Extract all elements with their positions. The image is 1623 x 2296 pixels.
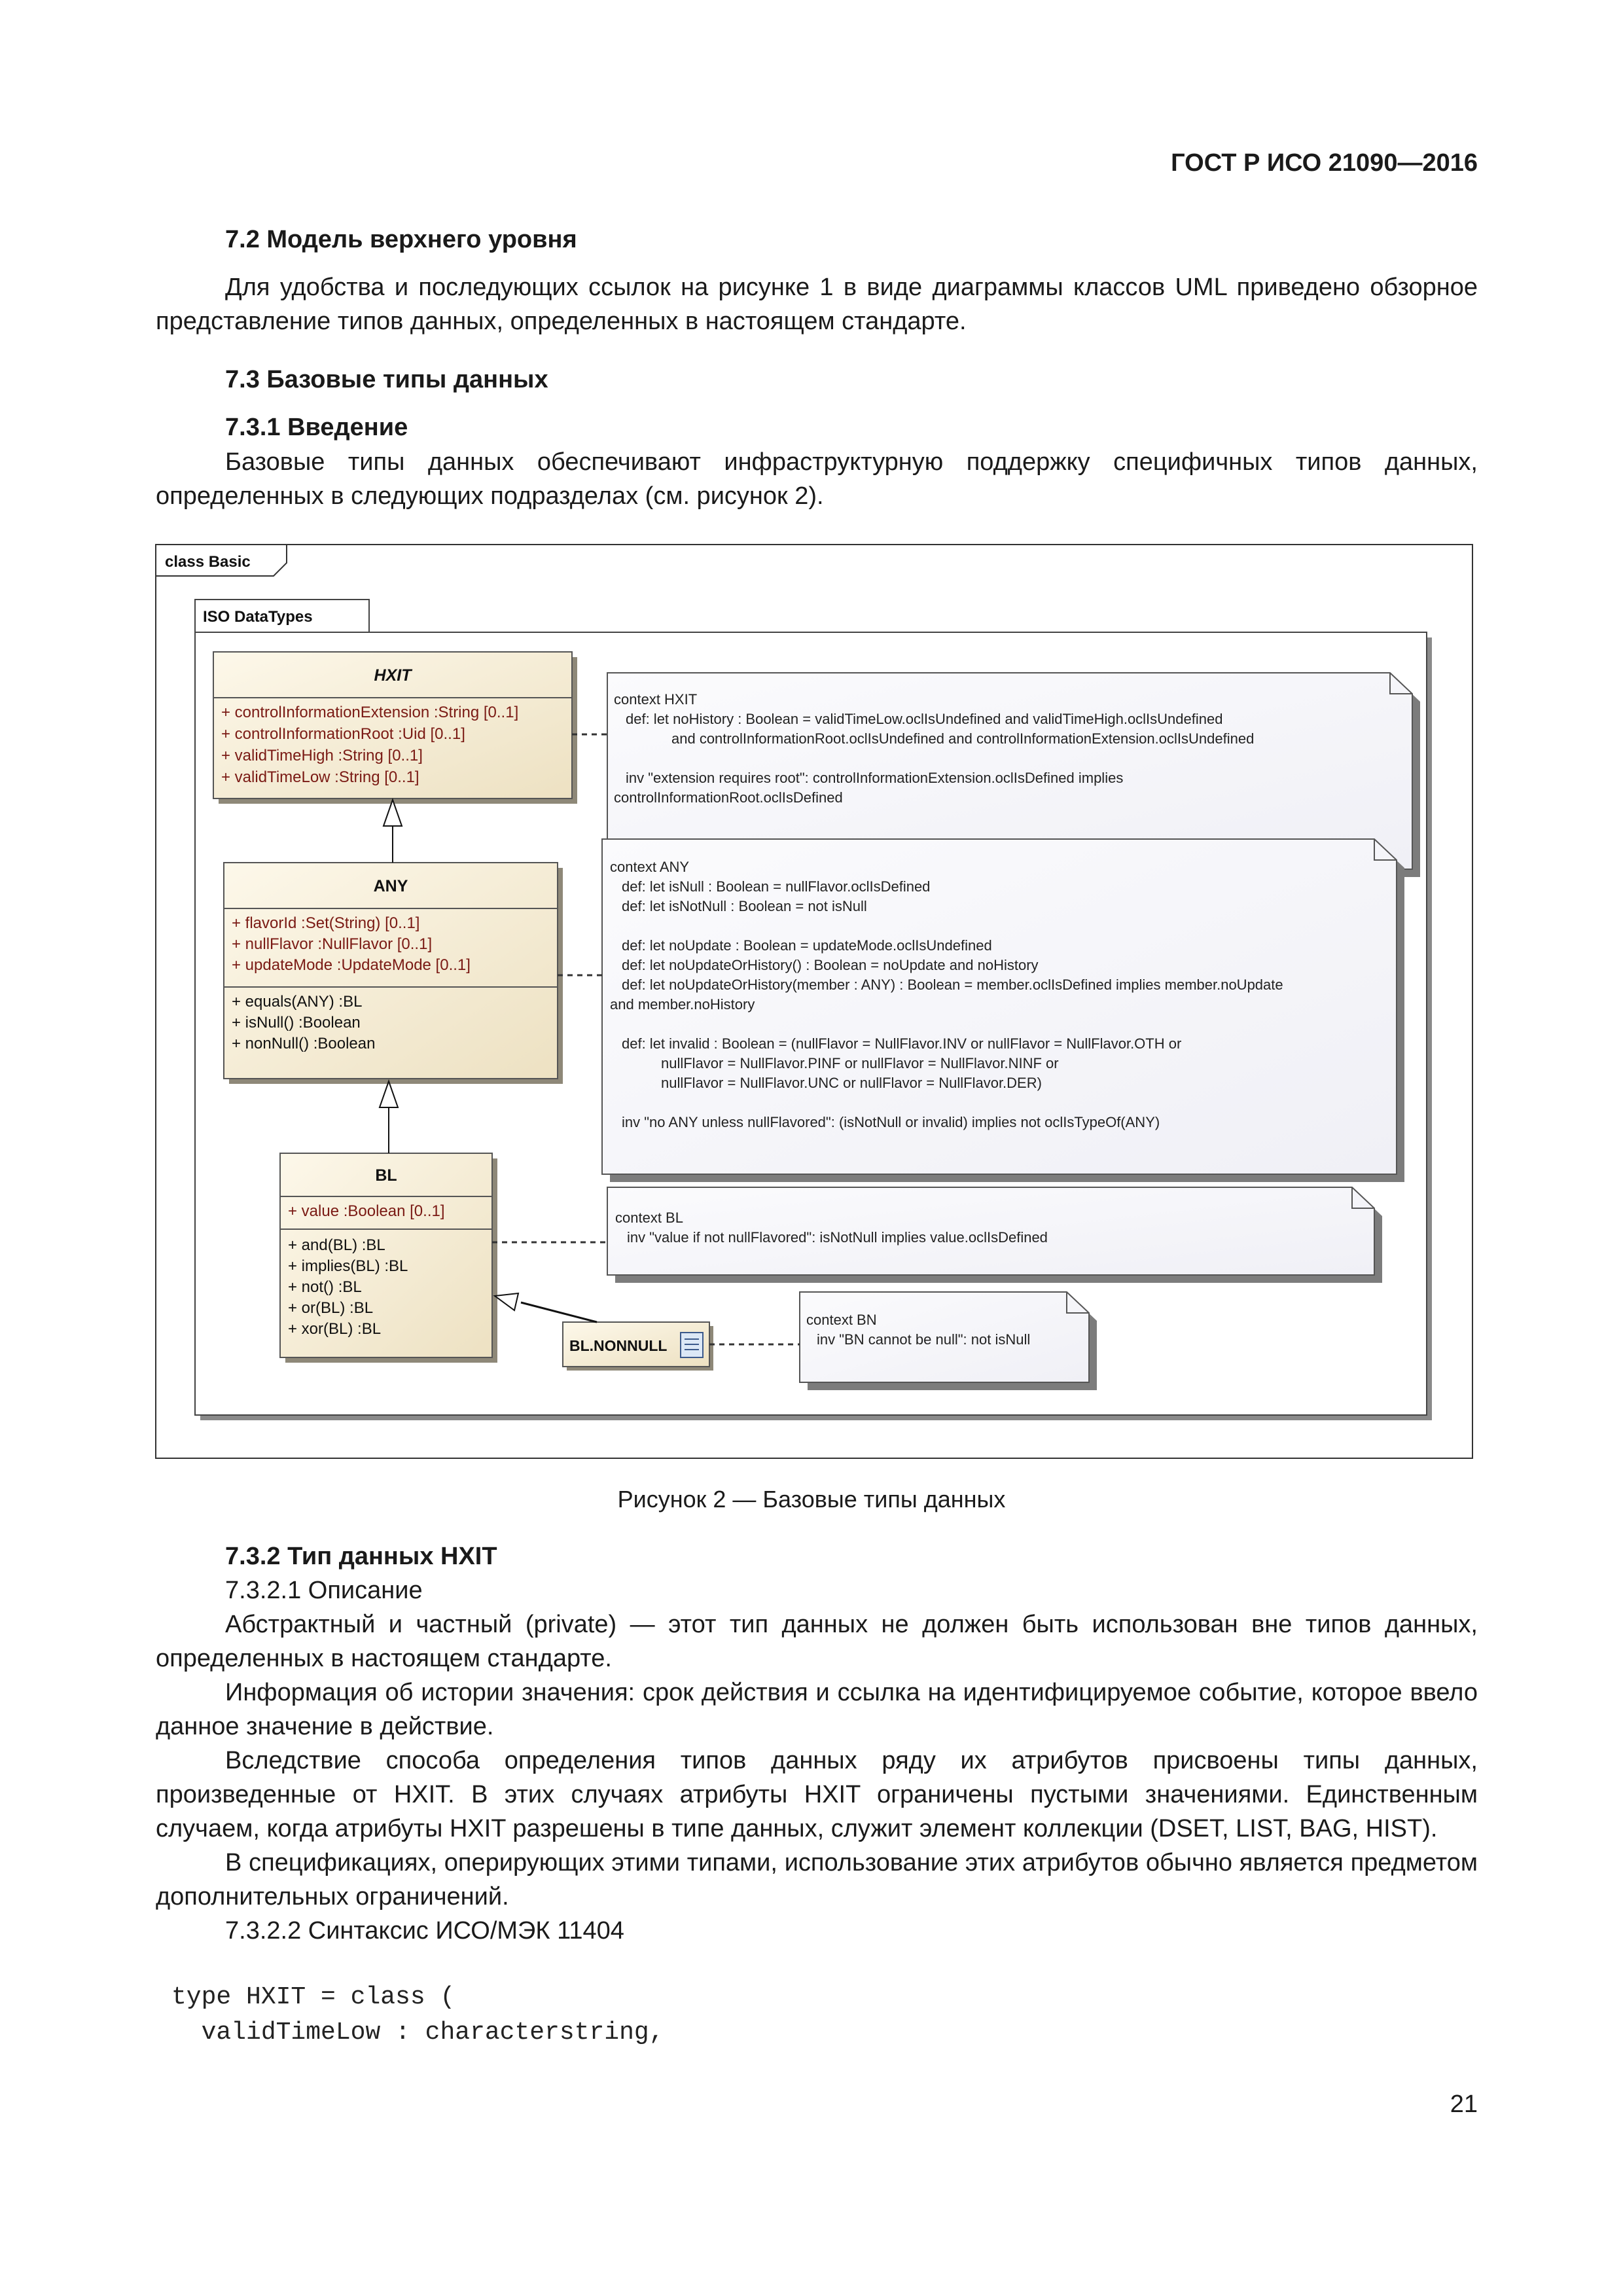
document-id: ГОСТ Р ИСО 21090—2016 — [1171, 149, 1478, 177]
note-bn-line: inv "BN cannot be null": not isNull — [817, 1331, 1031, 1348]
document-icon — [681, 1333, 703, 1357]
note-any-line: context ANY — [610, 859, 690, 875]
class-bl-nonnull[interactable] — [563, 1322, 713, 1371]
hxit-attribute: + validTimeHigh :String [0..1] — [221, 747, 423, 764]
note-any-line: nullFlavor = NullFlavor.PINF or nullFlavor = NullFlavor.NINF or — [661, 1055, 1059, 1071]
package-label: ISO DataTypes — [203, 608, 313, 626]
note-any[interactable] — [602, 839, 1404, 1182]
class-any[interactable] — [224, 863, 563, 1084]
class-bl[interactable] — [280, 1153, 497, 1363]
hxit-attribute: + validTimeLow :String [0..1] — [221, 768, 419, 786]
note-bn[interactable] — [800, 1292, 1097, 1390]
any-operation: + nonNull() :Boolean — [232, 1035, 376, 1052]
hxit-attribute: + controlInformationExtension :String [0..1] — [221, 704, 519, 721]
bl-attribute: + value :Boolean [0..1] — [288, 1202, 445, 1220]
hxit-attribute: + controlInformationRoot :Uid [0..1] — [221, 725, 465, 743]
section-7-2-title: 7.2 Модель верхнего уровня — [225, 226, 577, 253]
any-operation: + isNull() :Boolean — [232, 1014, 361, 1031]
note-any-line: nullFlavor = NullFlavor.UNC or nullFlavor = NullFlavor.DER) — [661, 1075, 1042, 1091]
section-7-3-2-title: 7.3.2 Тип данных HXIT — [225, 1543, 497, 1570]
class-hxit[interactable] — [213, 652, 577, 804]
note-hxit-line: inv "extension requires root": controlInformationExtension.oclIsDefined implies — [626, 770, 1124, 786]
any-operation: + equals(ANY) :BL — [232, 993, 363, 1011]
note-hxit-line: and controlInformationRoot.oclIsUndefined and controlInformationExtension.oclIsUndefined — [671, 730, 1255, 747]
paragraph-history: Информация об истории значения: срок действия и ссылка на идентифицируемое событие, которое ввело данное значение в действие. — [156, 1679, 1478, 1740]
class-bl-name: BL — [375, 1166, 397, 1185]
bl-operation: + xor(BL) :BL — [288, 1320, 382, 1338]
any-attribute: + nullFlavor :NullFlavor [0..1] — [232, 935, 433, 953]
note-any-line: def: let noUpdateOrHistory(member : ANY) : Boolean = member.oclIsDefined implies member.noUpdate — [622, 977, 1283, 993]
note-hxit-line: context HXIT — [614, 691, 698, 708]
section-7-3-title: 7.3 Базовые типы данных — [225, 366, 548, 393]
section-7-2-paragraph: Для удобства и последующих ссылок на рисунке 1 в виде диаграммы классов UML приведено обзорное представление типов данных, определенных в настоящем стандарте. — [156, 274, 1478, 335]
bl-operation: + not() :BL — [288, 1278, 362, 1296]
paragraph-specs: В спецификациях, оперирующих этими типами, использование этих атрибутов обычно является предметом дополнительных ограничений. — [156, 1849, 1478, 1910]
section-7-3-2-2-title: 7.3.2.2 Синтаксис ИСО/МЭК 11404 — [225, 1917, 624, 1945]
note-any-line: def: let isNull : Boolean = nullFlavor.oclIsDefined — [622, 878, 931, 895]
class-any-name: ANY — [373, 877, 408, 895]
bl-operation: + implies(BL) :BL — [288, 1257, 408, 1275]
bl-operation: + or(BL) :BL — [288, 1299, 374, 1317]
note-any-line: def: let isNotNull : Boolean = not isNull — [622, 898, 867, 914]
page-number: 21 — [1450, 2090, 1478, 2118]
any-attribute: + updateMode :UpdateMode [0..1] — [232, 956, 471, 974]
note-any-line: def: let noUpdateOrHistory() : Boolean = noUpdate and noHistory — [622, 957, 1039, 973]
note-any-line: def: let invalid : Boolean = (nullFlavor = NullFlavor.INV or nullFlavor = NullFlavor.OTH or — [622, 1035, 1182, 1052]
code-line: validTimeLow : characterstring, — [171, 2018, 664, 2047]
paragraph-derived: Вследствие способа определения типов данных ряду их атрибутов присвоены типы данных, произведенные от HXIT. В этих случаях атрибуты HXIT ограничены пустыми значениями. Единственным случаем, когда атрибуты HXIT разрешены в типе данных, служит элемент коллекции (DSET, LIST, BAG, HIST). — [156, 1747, 1478, 1842]
note-any-line: def: let noUpdate : Boolean = updateMode.oclIsUndefined — [622, 937, 992, 954]
section-7-3-1-paragraph: Базовые типы данных обеспечивают инфраструктурную поддержку специфичных типов данных, определенных в следующих подразделах (см. рисунок 2). — [156, 448, 1478, 510]
bl-operation: + and(BL) :BL — [288, 1236, 385, 1254]
note-bl[interactable] — [607, 1187, 1382, 1283]
note-bn-line: context BN — [806, 1312, 877, 1328]
figure-caption: Рисунок 2 — Базовые типы данных — [617, 1486, 1006, 1513]
note-hxit-line: controlInformationRoot.oclIsDefined — [614, 789, 843, 806]
section-7-3-2-1-title: 7.3.2.1 Описание — [225, 1577, 423, 1604]
note-any-line: inv "no ANY unless nullFlavored": (isNotNull or invalid) implies not oclIsTypeOf(ANY) — [622, 1114, 1160, 1130]
paragraph-abstract: Абстрактный и частный (private) — этот тип данных не должен быть использован вне типов данных, определенных в настоящем стандарте. — [156, 1611, 1478, 1672]
note-bl-line: context BL — [615, 1210, 683, 1226]
frame-label: class Basic — [165, 553, 251, 571]
note-hxit-line: def: let noHistory : Boolean = validTimeLow.oclIsUndefined and validTimeHigh.oclIsUndefined — [626, 711, 1223, 727]
section-7-3-1-title: 7.3.1 Введение — [225, 414, 408, 441]
class-bl-nonnull-name: BL.NONNULL — [569, 1337, 668, 1354]
code-line: type HXIT = class ( — [171, 1983, 455, 2011]
class-hxit-name: HXIT — [374, 666, 412, 685]
note-bl-line: inv "value if not nullFlavored": isNotNull implies value.oclIsDefined — [627, 1229, 1048, 1246]
any-attribute: + flavorId :Set(String) [0..1] — [232, 914, 420, 932]
note-any-line: and member.noHistory — [610, 996, 755, 1013]
